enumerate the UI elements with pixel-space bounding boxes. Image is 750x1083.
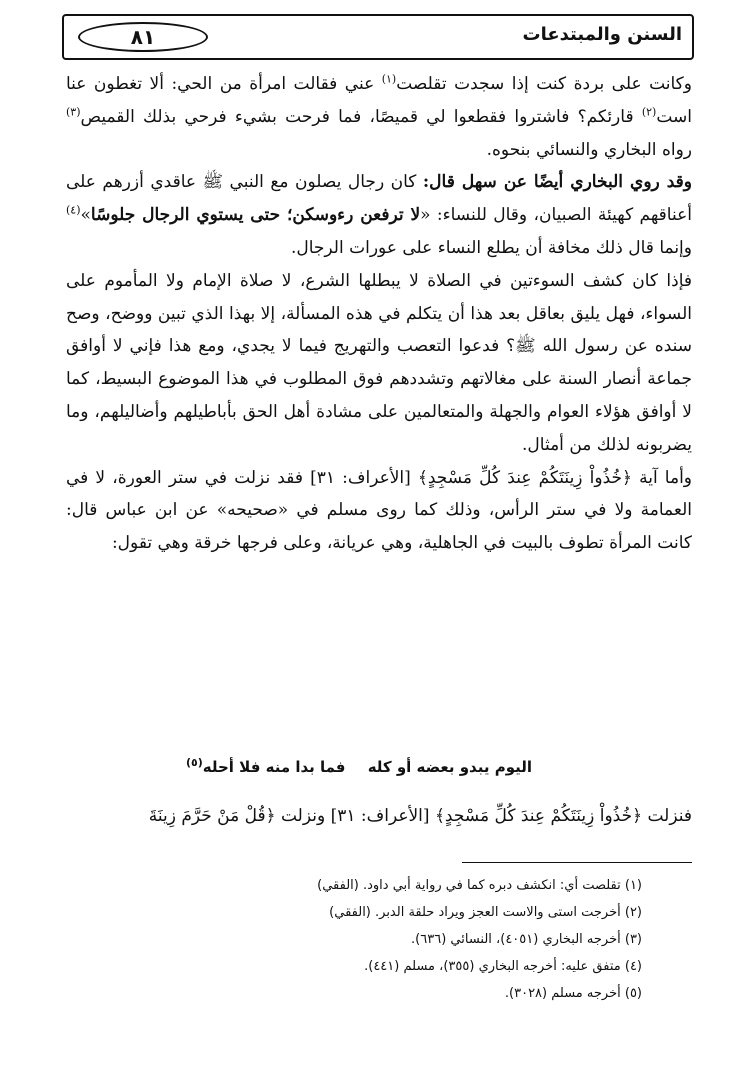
p2-text-1: كان رجال يصلون مع النبي ﷺ عاقدي أزرهم على أعناقهم كهيئة الصبيان، وقال للنساء: « [66,172,692,226]
p2-text-3: وإنما قال ذلك مخافة أن يطلع النساء على عورات الرجال. [290,237,692,258]
footnote-ref-5: (٥) [186,756,203,769]
p1-text-2: عني فقالت امرأة من الحي: ألا تغطون عنا است [66,74,692,127]
running-header [62,14,694,60]
verse-second-hemistich [186,758,346,776]
page-number [78,22,208,52]
p1-text-3: قارئكم؟ فاشتروا فقطعوا لي قميصًا، فما فرحت بشيء فرحي بذلك القميص [80,106,642,127]
header-title: السنن والمبتدعات [522,24,682,45]
paragraph-1 [66,68,692,166]
p1-text-1: وكانت على بردة كنت إذا سجدت تقلصت [396,74,692,94]
p1-text-4: رواه البخاري والنسائي بنحوه. [486,139,692,160]
page-number-text: ٨١ [130,25,156,49]
paragraph-4: وأما آية ﴿خُذُواْ زِينَتَكُمْ عِندَ كُلِّ مَسْجِدٍ﴾ [الأعراف: ٣١] فقد نزلت في ستر العورة، لا في العمامة ولا في ستر الرأس، وذلك كما روى مسلم في «صحيحه» عن ابن عباس قال: كانت المرأة تطوف بالبيت في الجاهلية، وهي عريانة، وعلى فرجها خرقة وهي تقول: [66,467,693,554]
footnote-ref-4: (٤) [66,203,81,217]
verse-second-text: فما بدا منه فلا أحله [202,758,346,776]
p2-bold-quote: لا ترفعن رءوسكن؛ حتى يستوي الرجال جلوسًا [90,205,421,226]
verse-first-hemistich: اليوم يبدو بعضه أو كله [367,758,532,776]
footnote-2: (٢) أخرجت استى والاست العجز ويراد حلقة الدبر. (الفقي) [329,905,642,920]
main-text [66,68,692,560]
paragraph-2 [66,166,692,264]
footnote-1: (١) تقلصت أي: انكشف دبره كما في رواية أبي داود. (الفقي) [317,878,642,893]
footnote-ref-3: (٣) [66,105,81,119]
paragraph-3: فإذا كان كشف السوءتين في الصلاة لا يبطلها الشرع، لا صلاة الإمام ولا المأموم على السواء، فهل يليق بعاقل بعد هذا أن يتكلم في هذه المسألة، إلا بهذا الذي تبين ووضح، وصح سنده عن رسول الله ﷺ؟ فدعوا التعصب والتهريج فيما لا يجدي، ومع هذا فإني لا أوافق جماعة أنصار السنة على مغالاتهم وتشددهم فوق المطلوب في هذا الموضوع البسيط، كما لا أوافق هؤلاء العوام والجهلة والمتعالمين على مشادة أهل الحق بأباطيلهم وأضاليلهم، وما يضربونه لذلك من أمثال. [66,270,692,455]
footnote-4: (٤) متفق عليه: أخرجه البخاري (٣٥٥)، مسلم (٤٤١). [364,959,642,974]
footnotes [66,876,692,1011]
footnote-ref-2: (٢) [641,105,657,119]
p2-bold-intro: وقد روي البخاري أيضًا عن سهل قال: [422,172,693,193]
footnote-divider [462,862,692,863]
poetry-verse [66,758,692,788]
footnote-3: (٣) أخرجه البخاري (٤٠٥١)، النسائي (٦٣٦). [411,932,642,947]
main-text-continued [66,800,692,832]
paragraph-5: فنزلت ﴿خُذُواْ زِينَتَكُمْ عِندَ كُلِّ مَسْجِدٍ﴾ [الأعراف: ٣١] ونزلت ﴿قُلْ مَنْ حَرَّمَ زِينَةَ [148,806,692,826]
footnote-5: (٥) أخرجه مسلم (٣٠٢٨). [504,986,642,1001]
footnote-ref-1: (١) [381,72,397,86]
p2-text-2: » [80,205,91,226]
